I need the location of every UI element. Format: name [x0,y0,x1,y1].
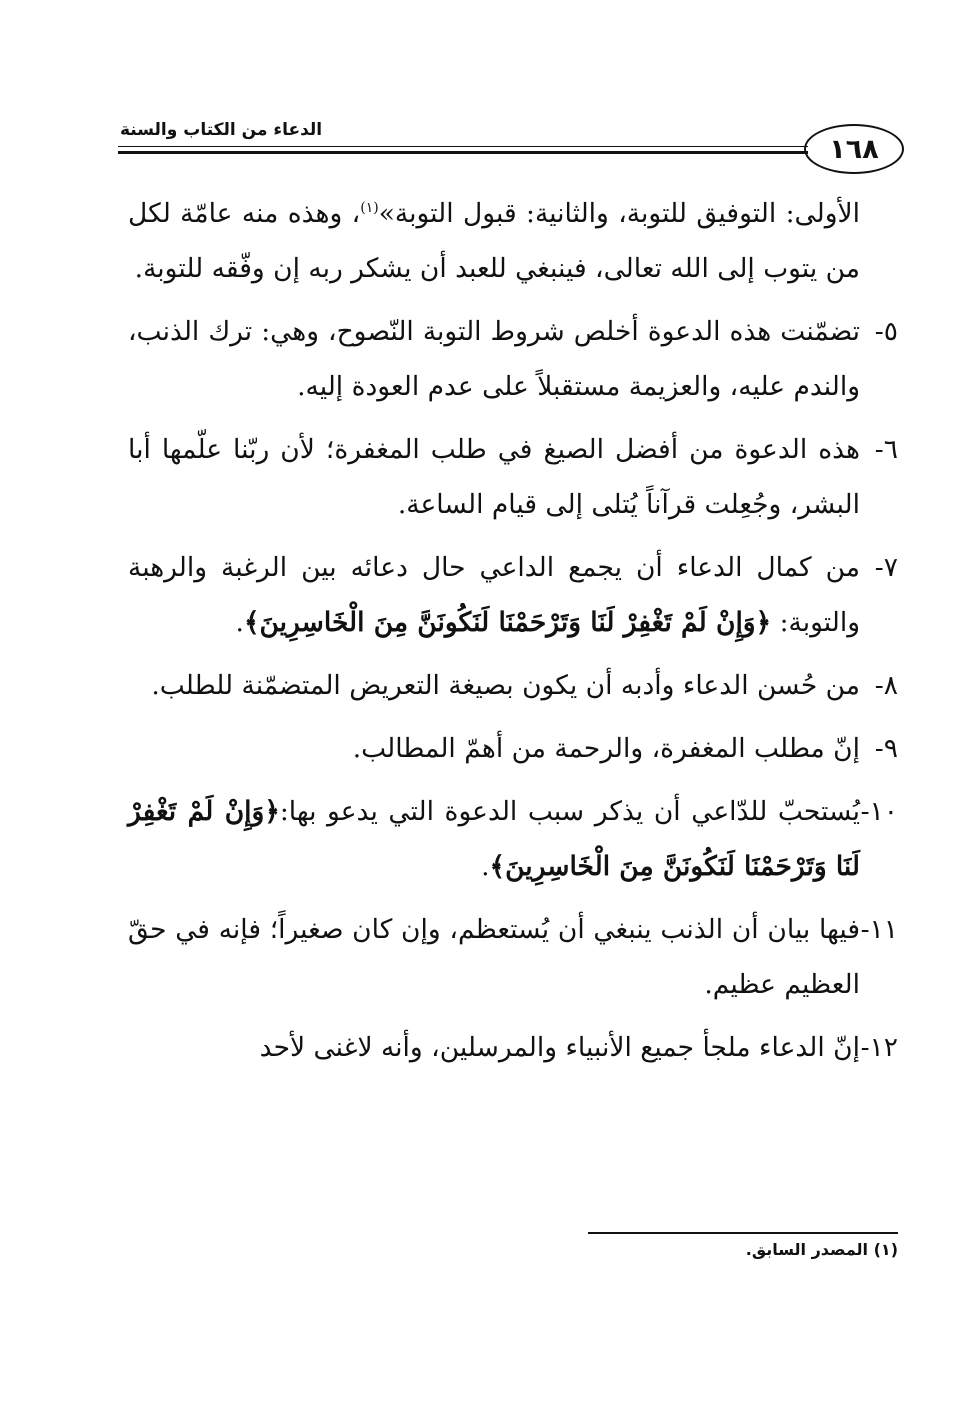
paragraph [128,186,898,296]
footnote-separator [588,1232,898,1234]
quran-verse: ﴿وَإِنْ لَمْ تَغْفِرْ لَنَا وَتَرْحَمْنَا لَنَكُونَنَّ مِنَ الْخَاسِرِينَ﴾ [128,796,860,882]
text-segment: يُستحبّ للدّاعي أن يذكر سبب الدعوة التي يدعو بها: [279,796,861,827]
paragraph [128,422,898,532]
paragraph [128,540,898,650]
body-text [128,186,898,1083]
quran-verse: ﴿وَإِنْ لَمْ تَغْفِرْ لَنَا وَتَرْحَمْنَا لَنَكُونَنَّ مِنَ الْخَاسِرِينَ﴾ [243,607,772,638]
header-rule-thick [118,151,808,154]
text-segment: إنّ الدعاء ملجأ جميع الأنبياء والمرسلين، وأنه لاغنى لأحد [259,1032,860,1063]
paragraph [128,658,898,713]
text-segment: تضمّنت هذه الدعوة أخلص شروط التوبة النّصوح، وهي: ترك الذنب، والندم عليه، والعزيمة مستقبلاً على عدم العودة إليه. [128,316,860,402]
text-segment: . [235,607,244,638]
item-number: ١٢- [860,1032,898,1063]
text-segment: من كمال الدعاء أن يجمع الداعي حال دعائه بين الرغبة والرهبة والتوبة: [128,552,860,638]
text-segment: من حُسن الدعاء وأدبه أن يكون بصيغة التعريض المتضمّنة للطلب. [151,670,860,701]
item-number: ٩- [874,733,898,764]
item-number: ٨- [874,670,898,701]
text-segment: الأولى: التوفيق للتوبة، والثانية: قبول التوبة» [378,198,860,229]
page-number: ١٦٨ [804,124,904,174]
running-title: الدعاء من الكتاب والسنة [120,120,323,140]
paragraph [128,721,898,776]
header-rule-thin [118,146,808,147]
text-segment: . [481,851,490,882]
paragraph [128,784,898,894]
text-segment: فيها بيان أن الذنب ينبغي أن يُستعظم، وإن كان صغيراً؛ فإنه في حقّ العظيم عظيم. [128,914,860,1000]
text-segment: ، وهذه منه عامّة لكل من يتوب إلى الله تعالى، فينبغي للعبد أن يشكر ربه إن وفّقه للتوبة. [128,198,860,284]
paragraph [128,902,898,1012]
paragraph [128,304,898,414]
item-number: ٥- [874,316,898,347]
item-number: ١٠- [860,796,899,827]
item-number: ١١- [860,914,898,945]
text-segment: إنّ مطلب المغفرة، والرحمة من أهمّ المطالب. [352,733,860,764]
footnote: (١) المصدر السابق. [745,1240,898,1259]
item-number: ٧- [874,552,898,583]
page-header [118,112,898,182]
text-segment: هذه الدعوة من أفضل الصيغ في طلب المغفرة؛ لأن ربّنا علّمها أبا البشر، وجُعِلت قرآناً يُتلى إلى قيام الساعة. [128,434,860,520]
footnote-marker: (١) [360,200,379,217]
item-number: ٦- [874,434,898,465]
paragraph [128,1020,898,1075]
